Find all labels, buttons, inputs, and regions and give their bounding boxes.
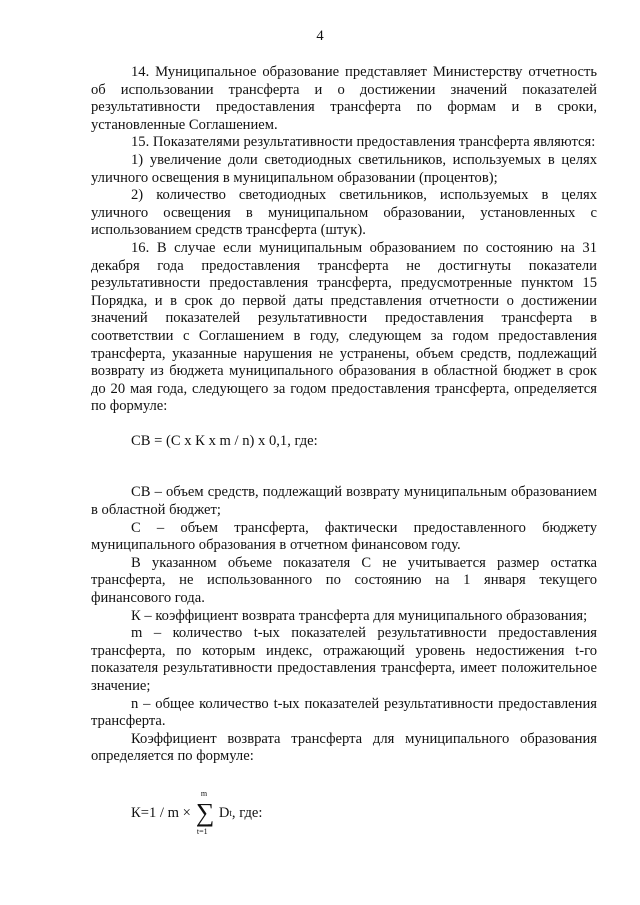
paragraph-14: 14. Муниципальное образование представляет Министерству отчетность об использовании трансферта и о достижении значений показателей результативности предоставления трансферта по формам и в сроки, установленные Соглашением. xyxy=(91,64,597,133)
paragraph-15: 15. Показателями результативности предоставления трансферта являются: xyxy=(131,134,596,151)
definition-n: n – общее количество t-ых показателей результативности предоставления трансферта. xyxy=(91,695,597,730)
sigma-glyph: ∑ xyxy=(195,798,215,827)
summation-upper-limit: m xyxy=(200,789,208,798)
formula-k-term: D xyxy=(218,805,230,822)
paragraph-15-item-1: 1) увеличение доли светодиодных светильников, используемых в целях уличного освещения в муниципальном образовании (процентов); xyxy=(91,151,597,186)
formula-k-lhs: К=1 / m × xyxy=(131,805,191,822)
note-c: В указанном объеме показателя С не учитывается размер остатка трансферта, не использованного по состоянию на 1 января текущего финансового года. xyxy=(91,554,597,607)
formula-k xyxy=(131,790,262,838)
summation-lower-limit: t=1 xyxy=(196,827,208,836)
definition-sv: СВ – объем средств, подлежащий возврату муниципальным образованием в областной бюджет; xyxy=(91,484,597,519)
definition-k: К – коэффициент возврата трансферта для муниципального образования; xyxy=(131,607,588,624)
formula-k-term-subscript: t xyxy=(229,808,232,819)
definition-m: m – количество t-ых показателей результативности предоставления трансферта, по которым индекс, отражающий уровень недостижения t-го показателя результативности предоставления трансферта, имеет положительное значение; xyxy=(91,625,597,694)
definition-c: С – объем трансферта, фактически предоставленного бюджету муниципального образования в отчетном финансовом году. xyxy=(91,519,597,554)
document-body xyxy=(91,64,597,766)
paragraph-15-item-2: 2) количество светодиодных светильников, используемых в целях уличного освещения в муниципальном образовании, установленных с использованием средств трансферта (штук). xyxy=(91,187,597,239)
page-number: 4 xyxy=(316,28,324,44)
paragraph-16: 16. В случае если муниципальным образованием по состоянию на 31 декабря года предоставления трансферта не достигнуты показатели результативности предоставления трансферта, предусмотренные пунктом 15 Порядка, и в срок до первой даты представления отчетности о достижении значений показателей результативности предоставления трансферта в соответствии с Соглашением в году, следующем за годом предоставления трансферта, указанные нарушения не устранены, объем средств, подлежащий возврату из бюджета муниципального образования в областной бюджет в срок до 20 мая года, следующего за годом предоставления трансферта, определяется по формуле: xyxy=(91,239,597,415)
formula-sv: СВ = (С х К х m / n) х 0,1, где: xyxy=(131,432,318,449)
formula-k-tail: , где: xyxy=(231,805,263,822)
k-formula-intro: Коэффициент возврата трансферта для муниципального образования определяется по формуле: xyxy=(91,730,597,765)
summation-symbol xyxy=(192,790,218,838)
